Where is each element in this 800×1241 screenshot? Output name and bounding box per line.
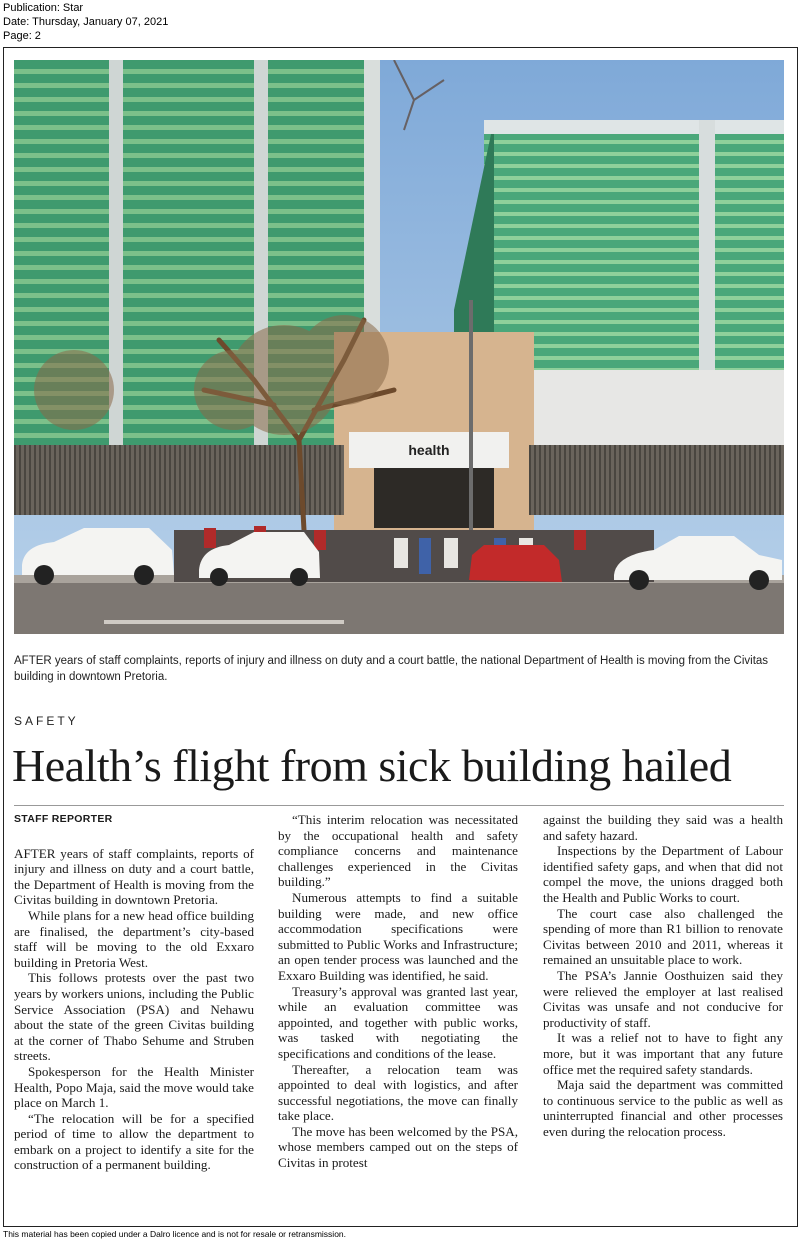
paragraph: This follows protests over the past two years by workers unions, including the Public Service Association (PSA) and Nehawu about the state of the green Civitas building at the corner of Thabo Sehume and Struben streets.	[14, 970, 254, 1064]
photo-caption: AFTER years of staff complaints, reports of injury and illness on duty and a court battle, the national Department of Health is moving from the Civitas building in downtown Pretoria.	[14, 655, 769, 683]
licence-footer: This material has been copied under a Dalro licence and is not for resale or retransmission.	[3, 1229, 347, 1239]
article-headline: Health’s flight from sick building hailed	[12, 740, 732, 791]
paragraph: against the building they said was a health and safety hazard.	[543, 812, 783, 843]
publication-meta	[3, 1, 168, 43]
article-column-1	[14, 812, 254, 1173]
paragraph: AFTER years of staff complaints, reports of injury and illness on duty and a court battle, the Department of Health is moving from the Civitas building in downtown Pretoria.	[14, 845, 254, 908]
paragraph: The move has been welcomed by the PSA, whose members camped out on the steps of Civitas in protest	[278, 1123, 518, 1171]
paragraph: Numerous attempts to find a suitable building were made, and new office accommodation specifications were submitted to Public Works and Infrastructure; an open tender process was launched and the Exxaro Building was identified, he said.	[278, 889, 518, 983]
paragraph: The court case also challenged the spending of more than R1 billion to renovate Civitas between 2010 and 2011, whereas it remained an unsuitable place to work.	[543, 905, 783, 968]
article-column-3	[543, 812, 783, 1139]
publication-date: Date: Thursday, January 07, 2021	[3, 16, 169, 28]
paragraph: While plans for a new head office building are finalised, the department’s city-based staff will be moving to the old Exxaro building in Pretoria West.	[14, 907, 254, 970]
health-sign: health	[408, 442, 450, 458]
paragraph: Thereafter, a relocation team was appointed to deal with logistics, and after successful negotiations, the move can finally take place.	[278, 1061, 518, 1124]
paragraph: Inspections by the Department of Labour identified safety gaps, and when that did not compel the move, the unions dragged both the Health and Public Works to court.	[543, 843, 783, 905]
paragraph: Treasury’s approval was granted last year, while an evaluation committee was appointed, and together with public works, was tasked with negotiating the specifications and conditions of the lease.	[278, 983, 518, 1061]
paragraph: Spokesperson for the Health Minister Health, Popo Maja, said the move would take place on March 1.	[14, 1063, 254, 1111]
civitas-building-illustration	[14, 60, 784, 634]
publication-page: Page: 2	[3, 30, 41, 42]
paragraph: “This interim relocation was necessitated by the occupational health and safety compliance concerns and maintenance challenges experienced in the Civitas building.”	[278, 812, 518, 890]
paragraph: It was a relief not to have to fight any more, but it was important that any future office met the required safety standards.	[543, 1030, 783, 1077]
byline: STAFF REPORTER	[14, 813, 113, 825]
news-photo	[14, 60, 784, 634]
paragraph: The PSA’s Jannie Oosthuizen said they were relieved the employer at last realised Civitas was unsafe and not conducive for productivity of staff.	[543, 967, 783, 1030]
publication-name: Publication: Star	[3, 2, 84, 14]
paragraph: “The relocation will be for a specified period of time to allow the department to embark on a project to identify a site for the construction of a permanent building.	[14, 1110, 254, 1173]
paragraph: Maja said the department was committed to continuous service to the public as well as uninterrupted financial and other processes even during the relocation process.	[543, 1077, 783, 1139]
headline-rule	[14, 805, 784, 806]
section-kicker: SAFETY	[14, 714, 79, 728]
article-column-2	[278, 812, 518, 1171]
